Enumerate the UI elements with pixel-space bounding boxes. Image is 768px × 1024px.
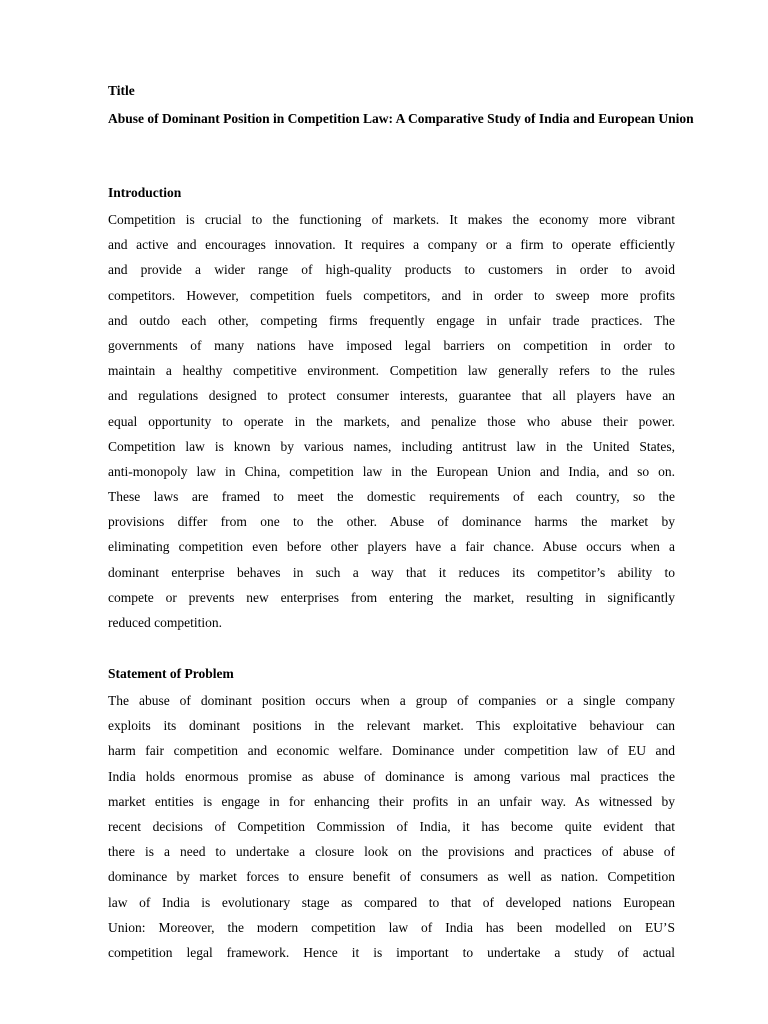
paragraph-line: The abuse of dominant position occurs when a group of companies or a single company bbox=[108, 693, 675, 708]
section-heading-statement-of-problem: Statement of Problem bbox=[108, 666, 234, 681]
paragraph-line: and active and encourages innovation. It requires a company or a firm to operate efficiently bbox=[108, 237, 675, 253]
paragraph-line: competitors. However, competition fuels competitors, and in order to sweep more profits bbox=[108, 287, 675, 303]
paragraph-line: and regulations designed to protect consumer interests, guarantee that all players have an bbox=[108, 388, 675, 404]
paragraph-line: dominance by market forces to ensure benefit of consumers as well as nation. Competition bbox=[108, 869, 675, 885]
paragraph-line: harm fair competition and economic welfare. Dominance under competition law of EU and bbox=[108, 743, 675, 759]
paragraph-line: compete or prevents new enterprises from entering the market, resulting in significantly bbox=[108, 589, 675, 605]
paragraph-line: competition legal framework. Hence it is important to undertake a study of actual bbox=[108, 944, 675, 960]
paragraph-line: there is a need to undertake a closure look on the provisions and practices of abuse of bbox=[108, 844, 675, 860]
statement-of-problem-paragraph bbox=[108, 688, 675, 965]
paragraph-line: maintain a healthy competitive environment. Competition law generally refers to the rules bbox=[108, 363, 675, 379]
section-heading-introduction: Introduction bbox=[108, 185, 182, 200]
paragraph-line: and provide a wider range of high-quality products to customers in order to avoid bbox=[108, 262, 675, 278]
paragraph-line: market entities is engage in for enhancing their profits in an unfair way. As witnessed by bbox=[108, 793, 675, 809]
paragraph-line: law of India is evolutionary stage as compared to that of developed nations European bbox=[108, 894, 675, 910]
paragraph-line: Competition is crucial to the functioning of markets. It makes the economy more vibrant bbox=[108, 212, 675, 227]
paragraph-line: eliminating competition even before other players have a fair chance. Abuse occurs when a bbox=[108, 539, 675, 555]
paragraph-line: India holds enormous promise as abuse of dominance is among various mal practices the bbox=[108, 768, 675, 784]
paragraph-line: provisions differ from one to the other. Abuse of dominance harms the market by bbox=[108, 514, 675, 530]
title-label: Title bbox=[108, 83, 135, 98]
introduction-paragraph bbox=[108, 207, 675, 635]
paragraph-line: and outdo each other, competing firms frequently engage in unfair trade practices. The bbox=[108, 312, 675, 328]
paragraph-line: Union: Moreover, the modern competition law of India has been modelled on EU’S bbox=[108, 919, 675, 935]
document-title: Abuse of Dominant Position in Competition Law: A Comparative Study of India and European Union bbox=[108, 111, 694, 126]
paragraph-line: These laws are framed to meet the domestic requirements of each country, so the bbox=[108, 489, 675, 505]
paragraph-line: Competition law is known by various names, including antitrust law in the United States, bbox=[108, 438, 675, 454]
paragraph-line: dominant enterprise behaves in such a way that it reduces its competitor’s ability to bbox=[108, 564, 675, 580]
paragraph-line: anti-monopoly law in China, competition law in the European Union and India, and so on. bbox=[108, 463, 675, 479]
paragraph-line: reduced competition. bbox=[108, 615, 222, 630]
paragraph-line: equal opportunity to operate in the markets, and penalize those who abuse their power. bbox=[108, 413, 675, 429]
paragraph-line: exploits its dominant positions in the relevant market. This exploitative behaviour can bbox=[108, 718, 675, 734]
paragraph-line: governments of many nations have imposed legal barriers on competition in order to bbox=[108, 337, 675, 353]
paragraph-line: recent decisions of Competition Commission of India, it has become quite evident that bbox=[108, 818, 675, 834]
